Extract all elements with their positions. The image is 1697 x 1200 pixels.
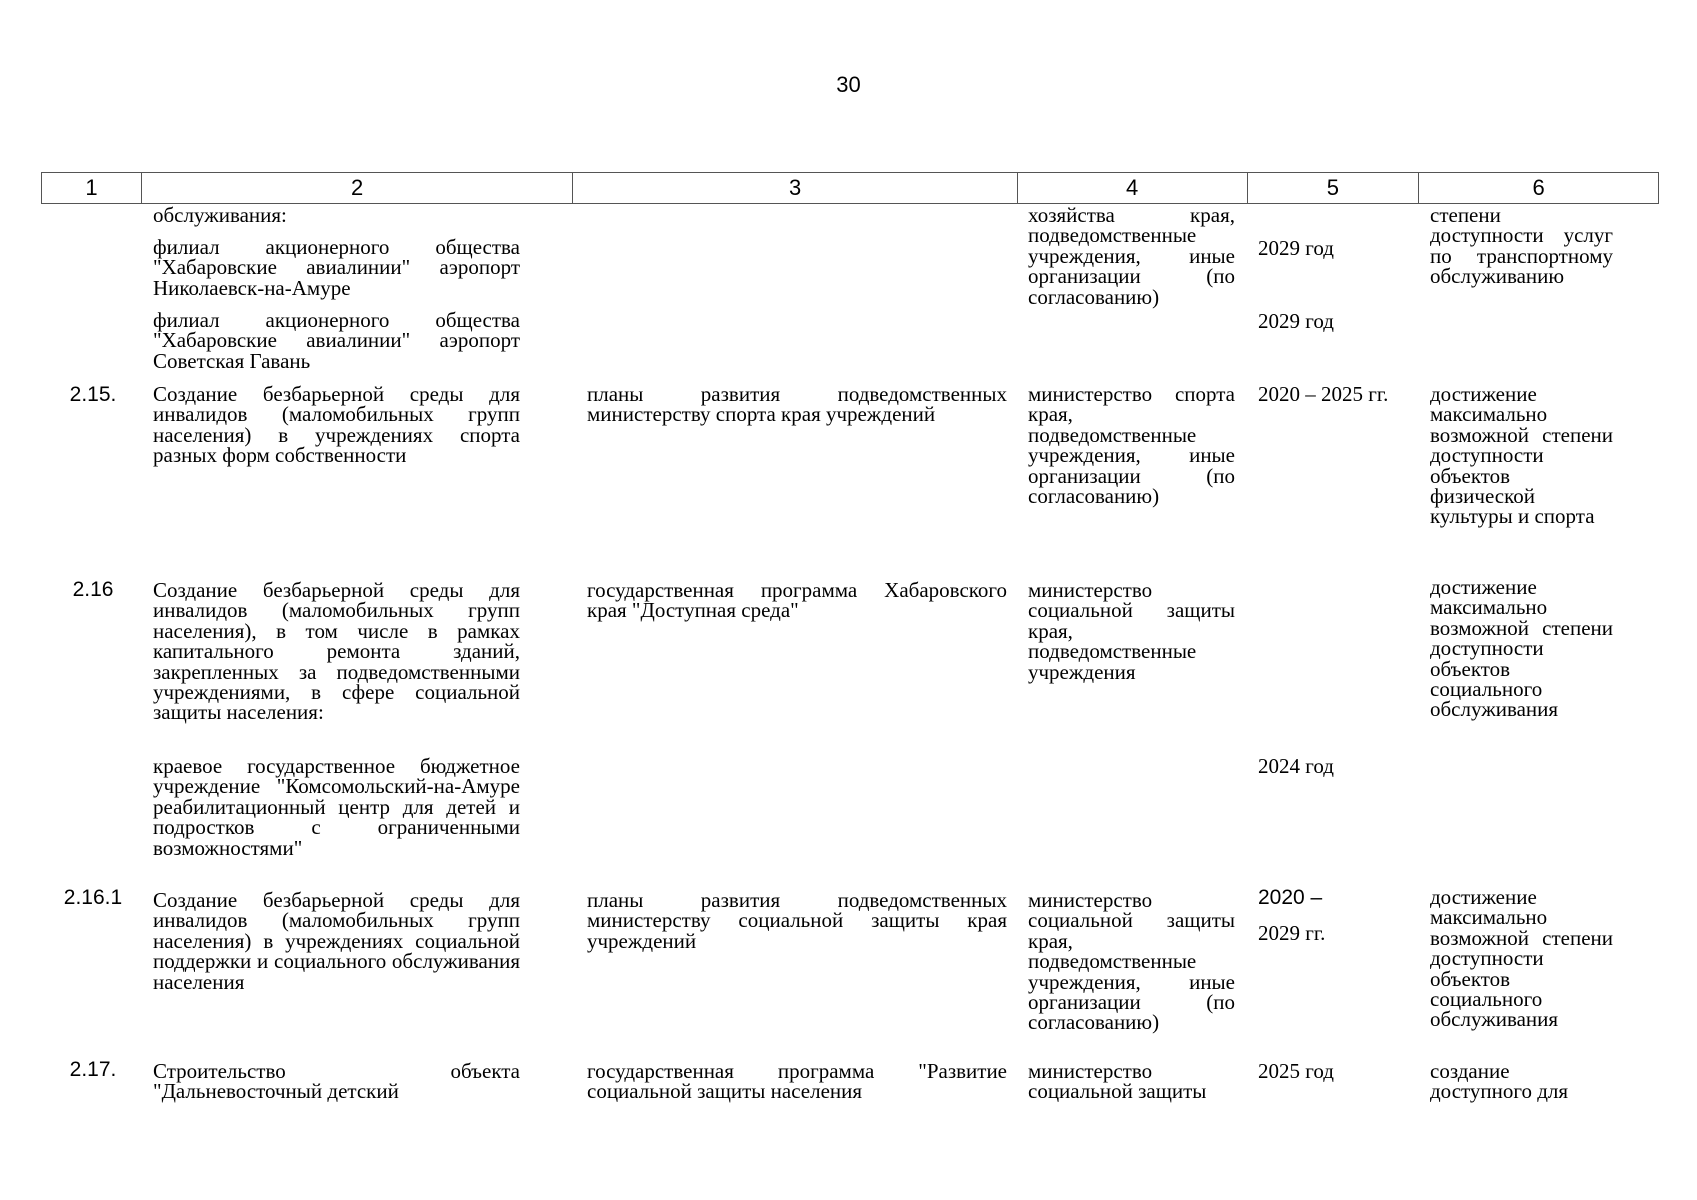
cont-col5-date-2: 2029 год — [1258, 309, 1334, 333]
row-number: 2.17. — [69, 1058, 117, 1081]
header-col-5: 5 — [1248, 173, 1420, 203]
row-2-15-col2: Создание безбарьерной среды для инвалидов (маломобильных групп населения) в учреждениях спорта разных форм собственности — [153, 382, 520, 468]
row-2-16-1-col2: Создание безбарьерной среды для инвалидов (маломобильных групп населения) в учреждениях социальной поддержки и социального обслуживания населения — [153, 888, 520, 994]
row-2-17-col6: создание доступного для — [1430, 1059, 1569, 1104]
row-2-17-col2: Строительство объекта "Дальневосточный детский — [153, 1059, 520, 1104]
row-number: 2.15. — [69, 383, 117, 406]
cont-col6: степени доступности услуг по транспортному обслуживанию — [1430, 203, 1613, 289]
cont-col2-heading: обслуживания: — [153, 203, 287, 227]
row-2-16-col2-sub: краевое государственное бюджетное учреждение "Комсомольский-на-Амуре реабилитационный центр для детей и подростков с ограниченными возможностями" — [153, 754, 520, 860]
cont-col4: хозяйства края, подведомственные учреждения, иные организации (по согласованию) — [1028, 203, 1235, 309]
row-2-15-col5: 2020 – 2025 гг. — [1258, 382, 1389, 406]
table-header — [41, 172, 1659, 204]
row-2-16-col4: министерство социальной защиты края, подведомственные учреждения — [1028, 578, 1235, 684]
row-2-16-1-col4: министерство социальной защиты края, подведомственные учреждения, иные организации (по согласованию) — [1028, 888, 1235, 1035]
row-2-16-1-col5-start: 2020 – — [1258, 886, 1323, 909]
header-col-3: 3 — [573, 173, 1017, 203]
row-2-16-col5-sub: 2024 год — [1258, 754, 1334, 778]
header-col-2: 2 — [142, 173, 573, 203]
cont-col2-item-1: филиал акционерного общества "Хабаровские авиалинии" аэропорт Николаевск-на-Амуре — [153, 235, 520, 300]
row-number: 2.16.1 — [63, 886, 123, 909]
row-2-16-1-col6: достижение максимально возможной степени доступности объектов социального обслуживания — [1430, 885, 1613, 1032]
row-2-16-1-col3: планы развития подведомственных министерству социальной защиты края учреждений — [587, 888, 1007, 953]
row-2-16-col3: государственная программа Хабаровского края "Доступная среда" — [587, 578, 1007, 623]
row-2-15-col4: министерство спорта края, подведомственные учреждения, иные организации (по согласованию) — [1028, 382, 1235, 509]
header-col-4: 4 — [1018, 173, 1248, 203]
row-2-17-col3: государственная программа "Развитие социальной защиты населения — [587, 1059, 1007, 1104]
row-2-16-col2: Создание безбарьерной среды для инвалидов (маломобильных групп населения), в том числе в рамках капитального ремонта зданий, закрепленных за подведомственными учреждениями, в сфере социальной защиты населения: — [153, 578, 520, 725]
header-col-1: 1 — [42, 173, 142, 203]
row-2-15-col3: планы развития подведомственных министерству спорта края учреждений — [587, 382, 1007, 427]
row-2-17-col4: министерство социальной защиты — [1028, 1059, 1207, 1104]
row-2-16-col6: достижение максимально возможной степени доступности объектов социального обслуживания — [1430, 575, 1613, 722]
row-2-16-1-col5-end: 2029 гг. — [1258, 921, 1326, 945]
page-number: 30 — [836, 72, 861, 97]
row-2-17-col5: 2025 год — [1258, 1059, 1334, 1083]
row-2-15-col6: достижение максимально возможной степени доступности объектов физической культуры и спорта — [1430, 382, 1613, 529]
header-col-6: 6 — [1532, 175, 1545, 200]
row-number: 2.16 — [72, 578, 114, 601]
cont-col5-date-1: 2029 год — [1258, 236, 1334, 260]
cont-col2-item-2: филиал акционерного общества "Хабаровские авиалинии" аэропорт Советская Гавань — [153, 308, 520, 373]
